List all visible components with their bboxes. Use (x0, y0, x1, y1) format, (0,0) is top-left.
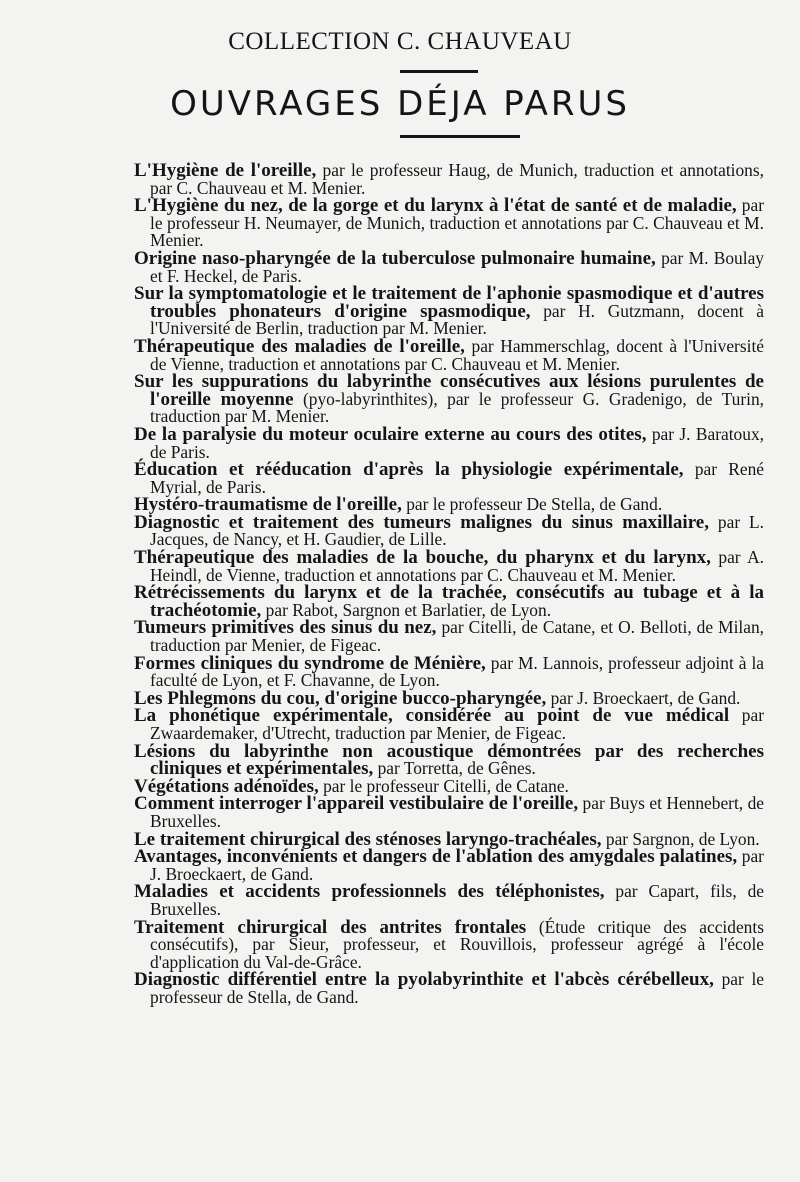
entry-details: par le professeur de Stella, de Gand. (150, 969, 764, 1007)
entry-title: La phonétique expérimentale, considérée au point de vue médical (134, 705, 730, 727)
list-item (134, 795, 764, 830)
entry-details: par Citelli, de Catane, et O. Belloti, de Milan, traduction par Menier, de Figeac. (150, 617, 764, 656)
publication-list (134, 162, 764, 1007)
list-item (134, 740, 764, 780)
entry-details: par J. Broeckaert, de Gand. (550, 687, 741, 708)
list-item (134, 461, 764, 496)
entry-title: Éducation et rééducation d'après la physiologie expérimentale, (134, 459, 684, 481)
entry-details: par Capart, fils, de Bruxelles. (150, 881, 764, 919)
entry-details: par L. Jacques, de Nancy, et H. Gaudier, de Lille. (150, 511, 764, 550)
entry-title: Sur les suppurations du labyrinthe consécutives aux lésions purulentes de l'oreille moyenne (134, 371, 764, 410)
list-item (134, 335, 764, 374)
entry-details: par J. Baratoux, de Paris. (150, 423, 764, 462)
entry-title: Rétrécissements du larynx et de la trachée, consécutifs au tubage et à la trachéotomie, (134, 582, 764, 621)
entry-title: Comment interroger l'appareil vestibulaire de l'oreille, (134, 793, 579, 815)
list-item (134, 247, 764, 286)
entry-title: Maladies et accidents professionnels des téléphonistes, (134, 881, 605, 903)
entry-title: Avantages, inconvénients et dangers de l'ablation des amygdales palatines, (134, 846, 738, 868)
entry-details: par René Myrial, de Paris. (150, 459, 764, 497)
entry-details: par M. Boulay et F. Heckel, de Paris. (150, 247, 764, 286)
entry-details: par Rabot, Sargnon et Barlatier, de Lyon. (265, 599, 552, 620)
entry-title: L'Hygiène de l'oreille, (134, 160, 317, 181)
entry-title: Diagnostic différentiel entre la pyolabyrinthite et l'abcès cérébelleux, (134, 969, 714, 991)
collection-title: COLLECTION C. CHAUVEAU (228, 28, 572, 55)
entry-title: Formes cliniques du syndrome de Ménière, (134, 652, 486, 674)
entry-title: Traitement chirurgical des antrites frontales (134, 916, 527, 938)
entry-title: Diagnostic et traitement des tumeurs malignes du sinus maxillaire, (134, 511, 709, 533)
list-item (134, 423, 764, 462)
entry-details: par H. Gutzmann, docent à l'Université de Berlin, traduction par M. Menier. (150, 300, 764, 339)
list-item (134, 549, 764, 584)
list-item (134, 619, 764, 654)
entry-details: par le professeur H. Neumayer, de Munich, traduction et annotations par C. Chauveau et M. Menier. (150, 195, 764, 251)
list-item (134, 584, 764, 619)
entry-title: Origine naso-pharyngée de la tuberculose pulmonaire humaine, (134, 247, 656, 269)
list-item (134, 652, 765, 691)
entry-title: Thérapeutique des maladies de la bouche, du pharynx et du larynx, (134, 547, 711, 569)
entry-details: (pyo-labyrinthites), par le professeur G. Gradenigo, de Turin, traduction par M. Menier. (150, 388, 764, 427)
top-rule (400, 70, 478, 73)
entry-title: Sur la symptomatologie et le traitement de l'aphonie spasmodique et d'autres troubles phonateurs d'origine spasmodique, (134, 283, 764, 322)
entry-details: par le professeur De Stella, de Gand. (406, 494, 663, 515)
list-item (134, 197, 764, 250)
list-item (134, 883, 764, 918)
entry-title: Thérapeutique des maladies de l'oreille, (134, 335, 465, 357)
list-item (134, 162, 764, 197)
entry-title: Lésions du labyrinthe non acoustique démontrées par des recherches cliniques et expérimentales, (134, 740, 764, 780)
entry-title: Les Phlegmons du cou, d'origine bucco-pharyngée, (134, 687, 547, 709)
entry-title: Le traitement chirurgical des sténoses laryngo-trachéales, (134, 828, 602, 850)
list-item (134, 707, 764, 742)
entry-title: Végétations adénoïdes, (134, 775, 319, 797)
entry-details: par le professeur Citelli, de Catane. (323, 775, 569, 796)
page-heading: OUVRAGES DÉJA PARUS (170, 84, 630, 124)
entry-details: par M. Lannois, professeur adjoint à la faculté de Lyon, et F. Chavanne, de Lyon. (150, 652, 765, 691)
list-item (134, 971, 764, 1006)
entry-details: par Torretta, de Gênes. (377, 758, 536, 779)
entry-details: par le professeur Haug, de Munich, traduction et annotations, par C. Chauveau et M. Menier. (150, 160, 764, 198)
entry-title: Tumeurs primitives des sinus du nez, (134, 617, 437, 639)
list-item (134, 285, 764, 338)
entry-title: L'Hygiène du nez, de la gorge et du larynx à l'état de santé et de maladie, (134, 195, 737, 217)
entry-details: par J. Broeckaert, de Gand. (150, 846, 764, 884)
entry-details: par Hammerschlag, docent à l'Université de Vienne, traduction et annotations par C. Chauveau et M. Menier. (150, 335, 764, 374)
bottom-rule (400, 135, 520, 138)
entry-details: par Sargnon, de Lyon. (605, 828, 760, 849)
entry-title: Hystéro-traumatisme de l'oreille, (134, 494, 402, 516)
entry-details: par Zwaardemaker, d'Utrecht, traduction par Menier, de Figeac. (150, 705, 764, 743)
list-item (134, 848, 764, 883)
list-item (134, 373, 764, 426)
entry-details: par Buys et Hennebert, de Bruxelles. (150, 793, 765, 831)
entry-title: De la paralysie du moteur oculaire externe au cours des otites, (134, 423, 647, 445)
list-item (134, 916, 764, 972)
entry-details: par A. Heindl, de Vienne, traduction et annotations par C. Chauveau et M. Menier. (150, 547, 765, 585)
list-item (134, 511, 764, 550)
entry-details: (Étude critique des accidents consécutifs), par Sieur, professeur, et Rouvillois, professeur agrégé à l'école d'application du Val-de-Grâce. (150, 916, 764, 972)
